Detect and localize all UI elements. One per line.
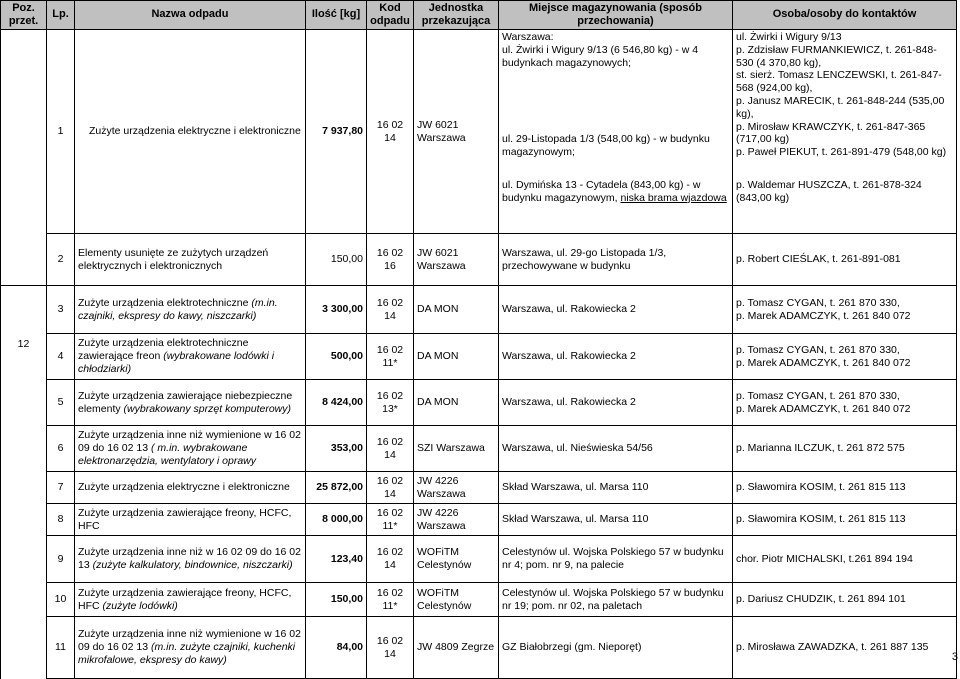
lp-cell: 9 [47, 536, 75, 583]
place-cell: Warszawa, ul. Rakowiecka 2 [499, 286, 733, 334]
table-row [1, 286, 957, 334]
unit-cell: JW 6021 Warszawa [414, 30, 499, 234]
contact-cell: p. Marianna ILCZUK, t. 261 872 575 [733, 426, 957, 472]
header-kod: Kod odpadu [367, 1, 414, 30]
qty-cell: 3 300,00 [306, 286, 367, 334]
place-cell: Warszawa, ul. Rakowiecka 2 [499, 380, 733, 426]
table-row [1, 617, 957, 679]
table-row [1, 334, 957, 380]
name-text: Zużyte urządzenia zawierające freony, HCFC, HFC [78, 586, 292, 612]
name-italic: ( m.in. wybrakowane elektronarzędzia, wentylatory i oprawy [78, 442, 256, 467]
table-row [1, 472, 957, 504]
name-text: Zużyte urządzenia inne niż wymienione w 16 02 09 do 16 02 13 [78, 628, 301, 654]
code-cell: 16 02 11* [367, 334, 414, 380]
lp-cell: 7 [47, 472, 75, 504]
name-text: Zużyte urządzenia elektrotechniczne zawierające freon [78, 337, 249, 363]
header-miejsce: Miejsce magazynowania (sposób przechowania) [499, 1, 733, 30]
name-text: Zużyte urządzenia inne niż w 16 02 09 do 16 02 13 [78, 546, 301, 571]
contact-line: p. Tomasz CYGAN, t. 261 870 330, [736, 343, 900, 356]
name-cell [75, 583, 306, 617]
code-cell: 16 02 14 [367, 426, 414, 472]
contact-line: p. Zdzisław FURMANKIEWICZ, t. 261-848-530 (4 370,80 kg), [736, 43, 937, 69]
lp-cell: 10 [47, 583, 75, 617]
unit-cell: JW 6021 Warszawa [414, 234, 499, 286]
code-cell: 16 02 14 [367, 286, 414, 334]
code-cell: 16 02 11* [367, 504, 414, 536]
unit-cell: DA MON [414, 380, 499, 426]
unit-cell: JW 4809 Zegrze [414, 617, 499, 679]
contact-cell: p. Dariusz CHUDZIK, t. 261 894 101 [733, 583, 957, 617]
table-row [1, 30, 957, 234]
poz-cell [1, 30, 47, 234]
place-cell: Celestynów ul. Wojska Polskiego 57 w budynku nr 19; pom. nr 02, na paletach [499, 583, 733, 617]
unit-cell: WOFiTM Celestynów [414, 536, 499, 583]
lp-cell: 5 [47, 380, 75, 426]
name-text: Zużyte urządzenia inne niż wymienione w 16 02 09 do 16 02 13 [78, 429, 301, 455]
poz-cell: 12 [1, 286, 47, 679]
header-jednostka: Jednostka przekazująca [414, 1, 499, 30]
contact-cell: p. Sławomira KOSIM, t. 261 815 113 [733, 472, 957, 504]
header-osoba: Osoba/osoby do kontaktów [733, 1, 957, 30]
name-cell [75, 426, 306, 472]
place-cell: Celestynów ul. Wojska Polskiego 57 w budynku nr 4; pom. nr 9, na palecie [499, 536, 733, 583]
qty-cell: 150,00 [306, 234, 367, 286]
place-line: ul. Dymińska 13 - Cytadela (843,00 kg) - w budynku magazynowym, [502, 178, 701, 204]
qty-cell: 500,00 [306, 334, 367, 380]
name-text: Zużyte urządzenia elektrotechniczne [78, 296, 249, 309]
name-cell [75, 334, 306, 380]
place-line: ul. 29-Listopada 1/3 (548,00 kg) - w budynku magazynowym; [502, 133, 710, 159]
contact-cell: p. Mirosława ZAWADZKA, t. 261 887 135 [733, 617, 957, 679]
contact-line: p. Waldemar HUSZCZA, t. 261-878-324 (843,00 kg) [736, 178, 922, 204]
qty-cell: 123,40 [306, 536, 367, 583]
code-cell: 16 02 14 [367, 617, 414, 679]
unit-cell: JW 4226 Warszawa [414, 472, 499, 504]
contact-cell [733, 334, 957, 380]
contact-cell: chor. Piotr MICHALSKI, t.261 894 194 [733, 536, 957, 583]
name-italic: (zużyte kalkulatory, bindownice, niszczarki) [92, 559, 293, 571]
unit-cell: SZI Warszawa [414, 426, 499, 472]
code-cell: 16 02 14 [367, 472, 414, 504]
contact-line: p. Mirosław KRAWCZYK, t. 261-847-365 (717,00 kg) [736, 120, 926, 146]
contact-line: p. Marek ADAMCZYK, t. 261 840 072 [736, 402, 911, 415]
table-row [1, 583, 957, 617]
contact-line: p. Marek ADAMCZYK, t. 261 840 072 [736, 356, 911, 369]
contact-line: p. Paweł PIEKUT, t. 261-891-479 (548,00 kg) [736, 146, 947, 159]
contact-cell: p. Robert CIEŚLAK, t. 261-891-081 [733, 234, 957, 286]
unit-cell: DA MON [414, 286, 499, 334]
header-ilosc: Ilość [kg] [306, 1, 367, 30]
poz-cell [1, 234, 47, 286]
qty-cell: 150,00 [306, 583, 367, 617]
table-row [1, 426, 957, 472]
contact-cell [733, 30, 957, 234]
code-cell: 16 02 14 [367, 536, 414, 583]
name-cell [75, 286, 306, 334]
contact-line: p. Janusz MARECIK, t. 261-848-244 (535,00 kg), [736, 94, 945, 120]
qty-cell: 353,00 [306, 426, 367, 472]
qty-cell: 8 000,00 [306, 504, 367, 536]
name-cell [75, 380, 306, 426]
name-cell: Zużyte urządzenia elektryczne i elektroniczne [75, 472, 306, 504]
unit-cell: DA MON [414, 334, 499, 380]
contact-line: st. sierż. Tomasz LENCZEWSKI, t. 261-847-568 (924,00 kg), [736, 69, 942, 95]
lp-cell: 6 [47, 426, 75, 472]
table-row [1, 234, 957, 286]
page-number: 3 [951, 651, 958, 663]
qty-cell: 84,00 [306, 617, 367, 679]
contact-line: p. Tomasz CYGAN, t. 261 870 330, [736, 296, 900, 309]
lp-cell: 2 [47, 234, 75, 286]
contact-line: p. Marek ADAMCZYK, t. 261 840 072 [736, 309, 911, 322]
place-cell: GZ Białobrzegi (gm. Nieporęt) [499, 617, 733, 679]
code-cell: 16 02 16 [367, 234, 414, 286]
contact-line: p. Tomasz CYGAN, t. 261 870 330, [736, 389, 900, 402]
qty-cell: 8 424,00 [306, 380, 367, 426]
header-poz: Poz. przet. [1, 1, 47, 30]
code-cell: 16 02 13* [367, 380, 414, 426]
name-italic: (m.in. zużyte czajniki, kuchenki mikrofalowe, ekspresy do kawy) [78, 641, 296, 666]
name-cell: Elementy usunięte ze zużytych urządzeń elektrycznych i elektronicznych [75, 234, 306, 286]
header-nazwa: Nazwa odpadu [75, 1, 306, 30]
name-italic: (zużyte lodówki) [102, 599, 178, 612]
header-lp: Lp. [47, 1, 75, 30]
lp-cell: 11 [47, 617, 75, 679]
name-cell [75, 617, 306, 679]
contact-cell [733, 286, 957, 334]
qty-cell: 7 937,80 [306, 30, 367, 234]
name-italic: (wybrakowane lodówki i chłodziarki) [78, 350, 275, 375]
unit-cell: JW 4226 Warszawa [414, 504, 499, 536]
name-cell: Zużyte urządzenia zawierające freony, HCFC, HFC [75, 504, 306, 536]
place-cell: Warszawa, ul. Nieświeska 54/56 [499, 426, 733, 472]
qty-cell: 25 872,00 [306, 472, 367, 504]
table-header-row [1, 1, 957, 30]
name-cell: Zużyte urządzenia elektryczne i elektroniczne [75, 30, 306, 234]
name-italic: (m.in. czajniki, ekspresy do kawy, niszczarki) [78, 296, 278, 322]
table-row [1, 380, 957, 426]
lp-cell: 8 [47, 504, 75, 536]
code-cell: 16 02 14 [367, 30, 414, 234]
table-row [1, 504, 957, 536]
place-cell: Skład Warszawa, ul. Marsa 110 [499, 472, 733, 504]
lp-cell: 1 [47, 30, 75, 234]
place-underlined: niska brama wjazdowa [620, 191, 727, 204]
place-line: Warszawa: [502, 31, 554, 43]
contact-cell [733, 380, 957, 426]
place-cell: Warszawa, ul. 29-go Listopada 1/3, przechowywane w budynku [499, 234, 733, 286]
contact-cell: p. Sławomira KOSIM, t. 261 815 113 [733, 504, 957, 536]
unit-cell: WOFiTM Celestynów [414, 583, 499, 617]
name-italic: (wybrakowany sprzęt komputerowy) [123, 402, 292, 415]
place-cell: Warszawa, ul. Rakowiecka 2 [499, 334, 733, 380]
lp-cell: 3 [47, 286, 75, 334]
table-row [1, 536, 957, 583]
place-cell [499, 30, 733, 234]
lp-cell: 4 [47, 334, 75, 380]
code-cell: 16 02 11* [367, 583, 414, 617]
contact-line: ul. Żwirki i Wigury 9/13 [736, 31, 842, 43]
name-cell [75, 536, 306, 583]
place-line: ul. Żwirki i Wigury 9/13 (6 546,80 kg) - w 4 budynkach magazynowych; [502, 43, 699, 69]
place-cell: Skład Warszawa, ul. Marsa 110 [499, 504, 733, 536]
name-text: Zużyte urządzenia zawierające niebezpieczne elementy [78, 389, 293, 415]
